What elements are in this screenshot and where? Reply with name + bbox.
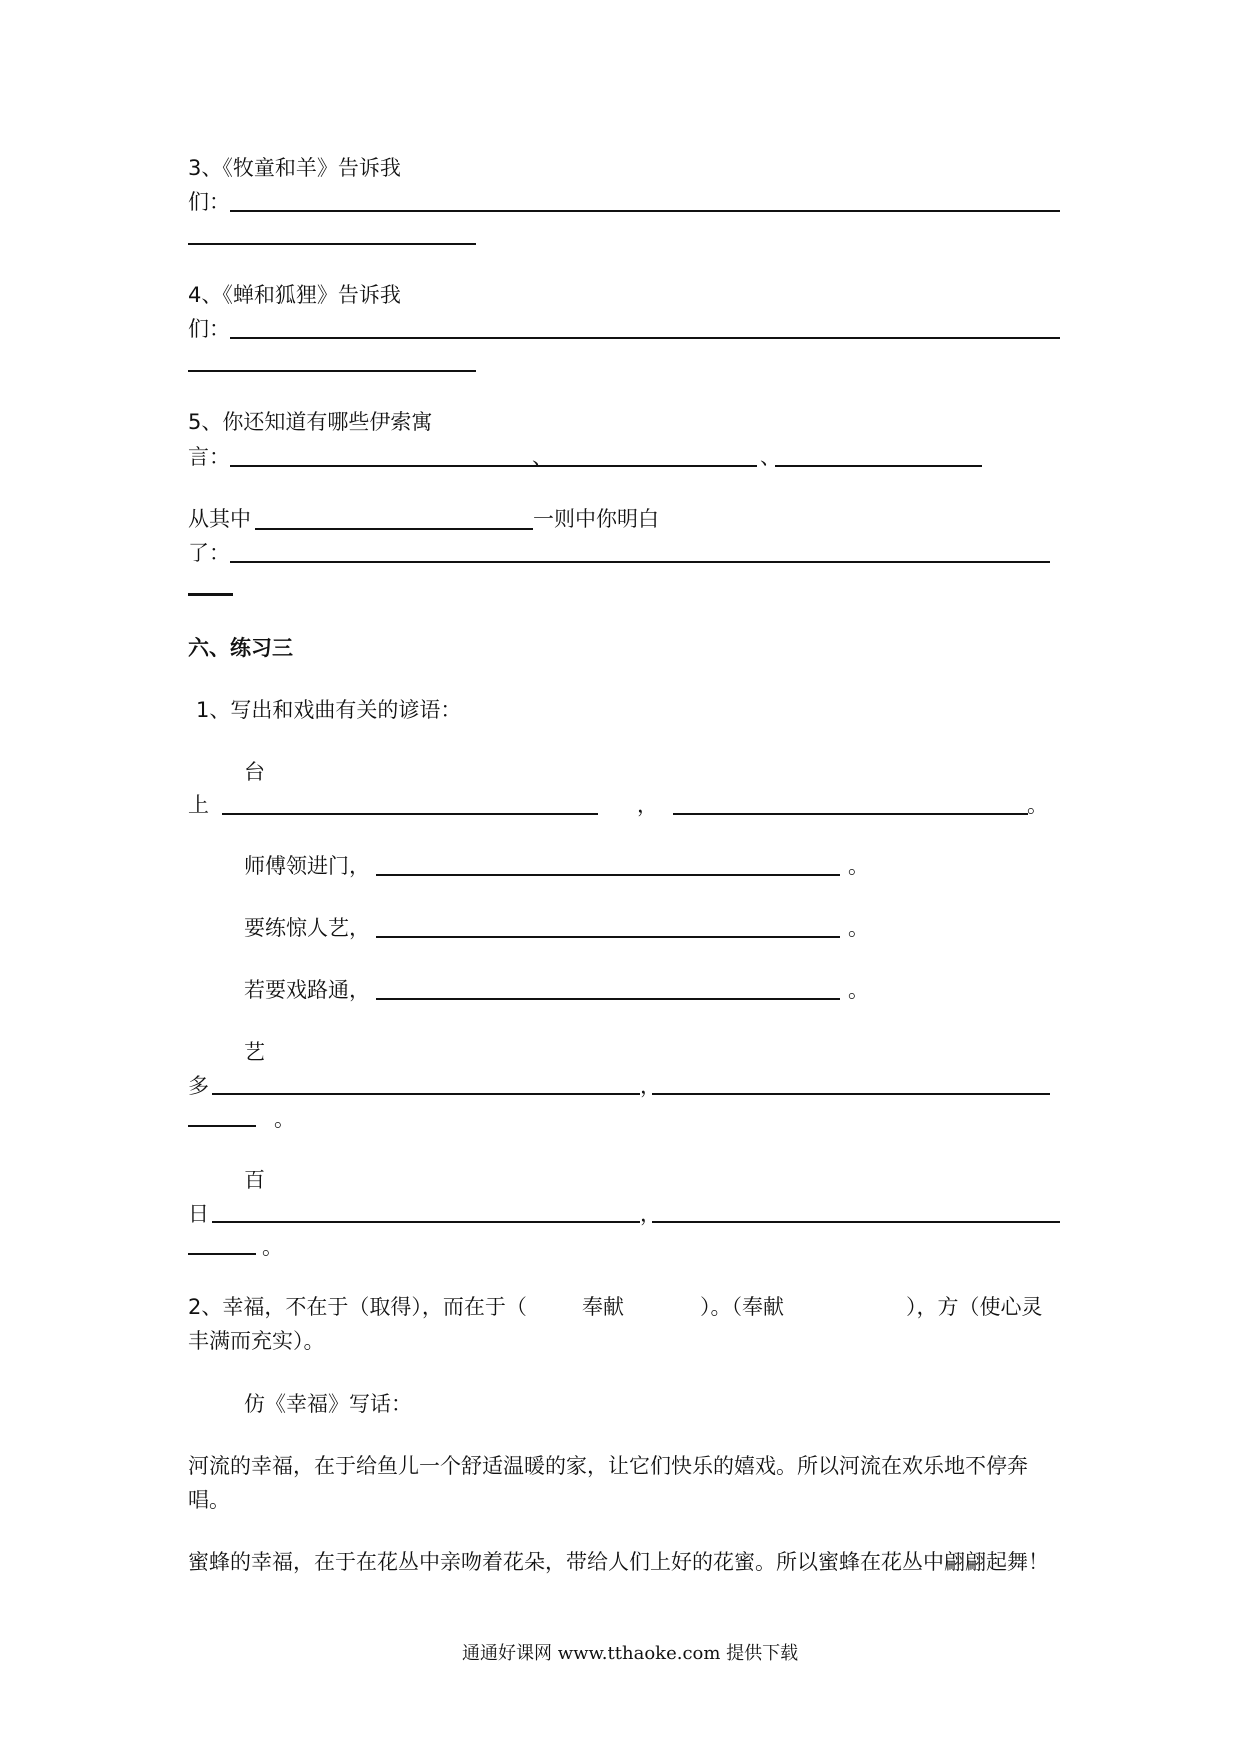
- proverb-5-comma: ，: [640, 1074, 661, 1098]
- proverb-4-blank[interactable]: [376, 998, 840, 1000]
- proverb-2-blank[interactable]: [376, 874, 840, 876]
- q2-example-1-line-2: 唱。: [188, 1488, 230, 1512]
- proverb-6-blank-2[interactable]: [652, 1221, 1060, 1223]
- q3-answer-line-2[interactable]: [188, 243, 476, 245]
- q2-line2: 丰满而充实）。: [188, 1329, 325, 1353]
- proverb-1-top: 台: [244, 760, 265, 784]
- proverb-6-blank-1[interactable]: [212, 1221, 640, 1223]
- q2-line1-a: 2、幸福，不在于（取得），而在于（: [188, 1295, 527, 1319]
- proverb-5-blank-1[interactable]: [212, 1093, 640, 1095]
- proverb-1-comma: ，: [637, 793, 658, 817]
- proverb-6-period: 。: [262, 1235, 283, 1259]
- q2-example-2: 蜜蜂的幸福，在于在花丛中亲吻着花朵，带给人们上好的花蜜。所以蜜蜂在花丛中翩翩起舞！: [188, 1550, 1049, 1574]
- q5-cont-line2: 了：: [188, 541, 230, 565]
- proverb-4-period: 。: [848, 978, 869, 1002]
- page-footer: 通通好课网 www.tthaoke.com 提供下载: [462, 1643, 799, 1664]
- proverb-4-start: 若要戏路通，: [244, 978, 370, 1002]
- q5-separator-2: 、: [760, 445, 781, 469]
- proverb-6-top: 百: [244, 1168, 265, 1192]
- proverb-6-start: 日: [188, 1202, 209, 1226]
- q3-prompt-cont: 们：: [188, 190, 230, 214]
- proverb-5-blank-3[interactable]: [188, 1125, 256, 1127]
- q4-answer-line-2[interactable]: [188, 370, 476, 372]
- q3-prompt: 3、《牧童和羊》告诉我: [188, 156, 401, 180]
- proverb-1-blank-2[interactable]: [673, 813, 1028, 815]
- q2-line1-c: ），方（使心灵: [906, 1295, 1043, 1319]
- q2-instruction: 仿《幸福》写话：: [244, 1392, 412, 1416]
- q5-lesson-line-1[interactable]: [230, 561, 1050, 563]
- q4-prompt-cont: 们：: [188, 317, 230, 341]
- q5-fable-line-3[interactable]: [775, 465, 982, 467]
- q5-cont-prefix: 从其中: [188, 507, 251, 531]
- q5-cont-suffix: 一则中你明白: [533, 507, 659, 531]
- proverb-5-period: 。: [274, 1107, 295, 1131]
- q5-separator-1: 、: [532, 445, 553, 469]
- proverb-6-comma: ，: [640, 1202, 661, 1226]
- q5-fable-line-1[interactable]: [230, 465, 530, 467]
- proverb-5-top: 艺: [244, 1040, 265, 1064]
- proverb-6-blank-3[interactable]: [188, 1253, 256, 1255]
- proverb-2-period: 。: [848, 854, 869, 878]
- q4-prompt: 4、《蝉和狐狸》告诉我: [188, 283, 401, 307]
- section-title: 六、练习三: [188, 636, 293, 660]
- q5-chosen-fable-line[interactable]: [255, 528, 533, 530]
- proverb-5-start: 多: [188, 1074, 209, 1098]
- proverb-1-start: 上: [188, 793, 209, 817]
- q5-prompt: 5、你还知道有哪些伊索寓: [188, 410, 433, 434]
- q3-answer-line-1[interactable]: [230, 210, 1060, 212]
- q5-prompt-cont: 言：: [188, 445, 230, 469]
- q5-fable-line-2[interactable]: [522, 465, 757, 467]
- proverb-1-blank-1[interactable]: [222, 813, 598, 815]
- proverb-2-start: 师傅领进门，: [244, 854, 370, 878]
- q1-prompt: 1、写出和戏曲有关的谚语：: [196, 698, 462, 722]
- q4-answer-line-1[interactable]: [230, 337, 1060, 339]
- proverb-3-period: 。: [848, 916, 869, 940]
- q2-line1-b: ）。（奉献: [700, 1295, 784, 1319]
- q2-example-1-line-1: 河流的幸福，在于给鱼儿一个舒适温暖的家，让它们快乐的嬉戏。所以河流在欢乐地不停奔: [188, 1454, 1028, 1478]
- q5-lesson-line-2[interactable]: [188, 593, 233, 596]
- proverb-5-blank-2[interactable]: [652, 1093, 1050, 1095]
- proverb-3-blank[interactable]: [376, 936, 840, 938]
- proverb-3-start: 要练惊人艺，: [244, 916, 370, 940]
- proverb-1-period: 。: [1027, 793, 1048, 817]
- q2-answer: 奉献: [582, 1295, 624, 1319]
